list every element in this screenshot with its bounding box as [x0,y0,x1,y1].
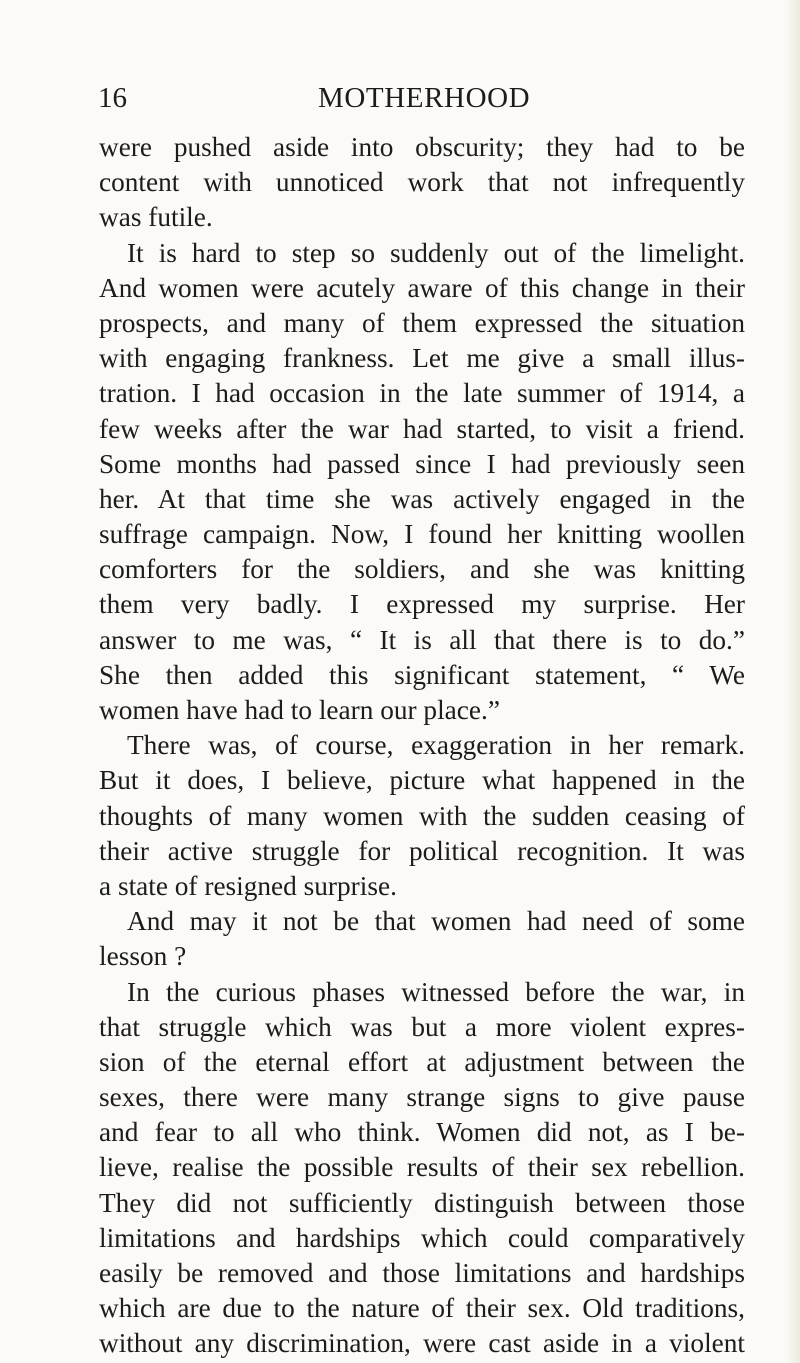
text-line: a state of resigned surprise. [99,870,397,901]
text-line: women have had to learn our place.” [99,695,500,725]
body-text [99,130,745,1362]
text-line: were pushed aside into obscurity; they had to be [99,132,745,162]
running-title: MOTHERHOOD [318,82,531,114]
text-line: her. At that time she was actively engaged in the [99,483,745,514]
text-line: And women were acutely aware of this change in their [99,272,745,303]
text-line: There was, of course, exaggeration in her remark. [127,730,745,761]
text-line: But it does, I believe, picture what happened in the [99,765,745,796]
text-line: limitations and hardships which could comparatively [99,1222,745,1253]
text-line: and fear to all who think. Women did not, as I be- [99,1117,745,1148]
text-line: content with unnoticed work that not infrequently [99,167,745,198]
text-line: Some months had passed since I had previously seen [99,448,745,479]
text-line: And may it not be that women had need of some [127,906,745,937]
text-line: sexes, there were many strange signs to give pause [99,1082,745,1113]
text-line: lesson ? [99,941,187,972]
text-line: sion of the eternal effort at adjustment between the [99,1046,745,1077]
text-line: easily be removed and those limitations and hardships [99,1258,745,1288]
page-number: 16 [98,82,127,114]
text-line: In the curious phases witnessed before the war, in [127,976,745,1007]
text-line: which are due to the nature of their sex. Old traditions, [99,1293,745,1324]
page-edge-shadow [786,0,800,1363]
text-line: tration. I had occasion in the late summer of 1914, a [99,378,745,409]
text-line: She then added this significant statement, “ We [99,659,745,690]
text-line: their active struggle for political recognition. It was [99,835,745,866]
page-header [98,78,738,118]
text-line: that struggle which was but a more violent expres- [99,1011,745,1042]
text-line: with engaging frankness. Let me give a small illus- [99,343,745,374]
text-line: few weeks after the war had started, to visit a friend. [99,413,745,444]
text-line: It is hard to step so suddenly out of the limelight. [127,237,745,268]
text-line: thoughts of many women with the sudden ceasing of [99,800,745,831]
text-line: answer to me was, “ It is all that there is to do.” [99,624,745,655]
text-line: them very badly. I expressed my surprise. Her [99,589,745,620]
text-line: was futile. [99,202,213,233]
text-line: suffrage campaign. Now, I found her knitting woollen [99,519,745,550]
text-line: comforters for the soldiers, and she was knitting [99,554,745,585]
text-line: prospects, and many of them expressed the situation [99,307,745,338]
text-line: without any discrimination, were cast aside in a violent [99,1328,745,1359]
text-line: lieve, realise the possible results of their sex rebellion. [99,1152,745,1183]
text-line: They did not sufficiently distinguish between those [99,1187,745,1218]
